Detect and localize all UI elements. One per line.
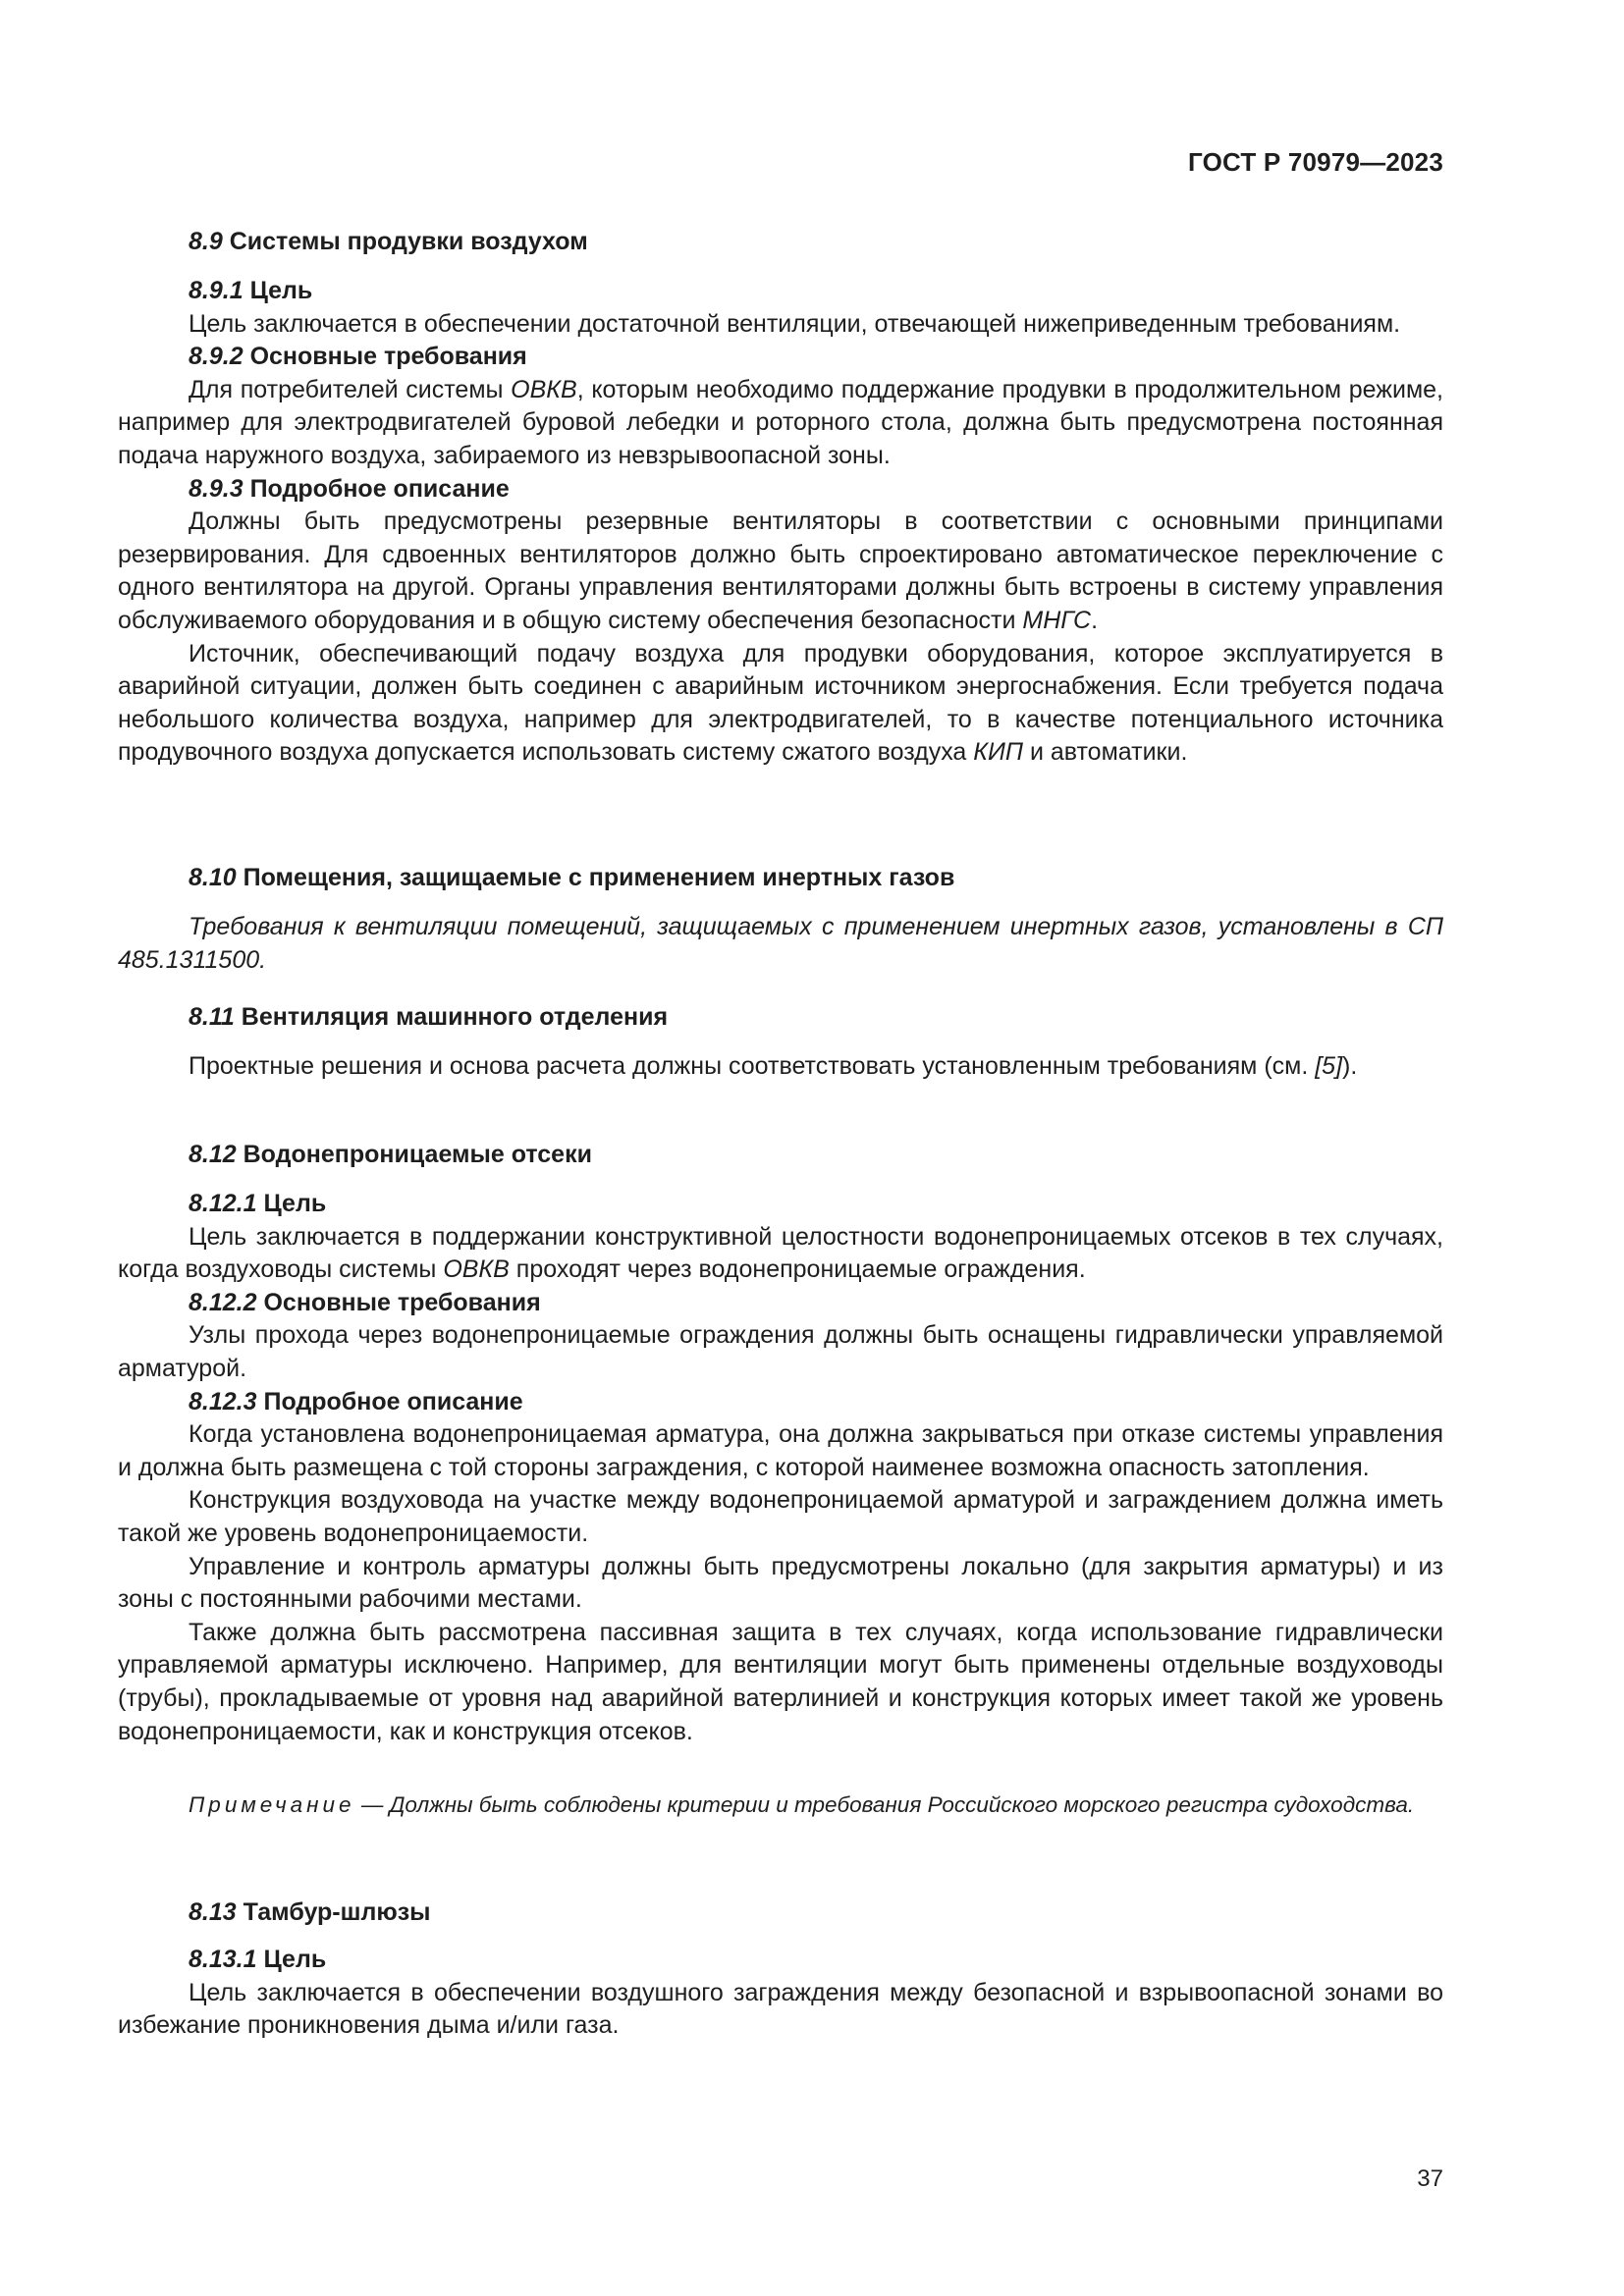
paragraph: Конструкция воздуховода на участке между водонепроницаемой арматурой и заграждением должна иметь такой же уровень водонепроницаемости.: [118, 1486, 1443, 1547]
section-title: Подробное описание: [263, 1387, 523, 1415]
section-title: Водонепроницаемые отсеки: [243, 1141, 592, 1168]
section-number: 8.9.1: [189, 277, 244, 304]
abbreviation: ОВКВ: [511, 375, 577, 403]
paragraph: Также должна быть рассмотрена пассивная защита в тех случаях, когда использование гидравлически управляемой арматуры исключено. Например, для вентиляции могут быть применены отдельные воздуховоды (трубы), прокладываемые от уровня над аварийной ватерлинией и конструкция которых имеет такой же уровень водонепроницаемости, как и конструкция отсеков.: [118, 1618, 1443, 1745]
abbreviation: КИП: [973, 738, 1024, 767]
section-number: 8.12.2: [189, 1288, 257, 1316]
section-8-11: [118, 1001, 1443, 1035]
section-title: Цель: [263, 1946, 327, 1973]
heading-8-13: [118, 1896, 1443, 1930]
abbreviation: ОВКВ: [443, 1255, 510, 1284]
section-title: Основные требования: [263, 1288, 541, 1316]
section-8-10: [118, 862, 1443, 895]
page-number: 37: [1417, 2165, 1443, 2192]
section-number: 8.9.3: [189, 474, 244, 503]
note-label: Примечание: [189, 1792, 355, 1817]
note-paragraph: [118, 1789, 1443, 1821]
section-number: 8.12.3: [189, 1387, 257, 1415]
paragraph: Когда установлена водонепроницаемая арматура, она должна закрываться при отказе системы управления и должна быть размещена с той стороны заграждения, с которой наименее возможна опасность затопления.: [118, 1420, 1443, 1481]
section-title: Помещения, защищаемые с применением инертных газов: [243, 864, 955, 891]
section-title: Основные требования: [249, 343, 527, 371]
heading-8-10: [118, 862, 1443, 895]
section-8-11-body: [118, 1050, 1443, 1084]
paragraph: Цель заключается в обеспечении воздушного заграждения между безопасной и взрывоопасной зонами во избежание проникновения дыма и/или газа.: [118, 1978, 1443, 2040]
heading-8-12-3: [118, 1386, 1443, 1419]
section-8-10-body: [118, 911, 1443, 977]
section-number: 8.13.1: [189, 1946, 257, 1973]
heading-8-9-2: [118, 341, 1443, 374]
section-number: 8.10: [189, 864, 237, 891]
paragraph: Цель заключается в поддержании конструктивной целостности водонепроницаемых отсеков в тех случаях, когда воздуховоды системы ОВКВ проходят через водонепроницаемые ограждения.: [118, 1222, 1443, 1284]
note: [118, 1789, 1443, 1821]
section-8-9: [118, 226, 1443, 259]
heading-8-9-1: [118, 275, 1443, 308]
section-title: Системы продувки воздухом: [229, 228, 588, 255]
heading-8-12: [118, 1139, 1443, 1172]
heading-8-12-2: [118, 1287, 1443, 1320]
section-title: Вентиляция машинного отделения: [241, 1003, 669, 1031]
note-text: — Должны быть соблюдены критерии и требования Российского морского регистра судоходства.: [354, 1792, 1415, 1817]
section-8-13: [118, 1896, 1443, 1930]
section-number: 8.12: [189, 1141, 237, 1168]
abbreviation: МНГС: [1022, 606, 1092, 634]
paragraph: Требования к вентиляции помещений, защищаемых с применением инертных газов, установлены в СП 485.1311500.: [118, 913, 1443, 974]
paragraph: Управление и контроль арматуры должны быть предусмотрены локально (для закрытия арматуры) и из зоны с постоянными рабочими местами.: [118, 1552, 1443, 1614]
section-title: Тамбур-шлюзы: [243, 1898, 431, 1926]
section-8-12: [118, 1139, 1443, 1172]
section-number: 8.9: [189, 228, 223, 255]
heading-8-13-1: [118, 1944, 1443, 1977]
reference: [5]: [1315, 1052, 1343, 1080]
heading-8-9-3: [118, 473, 1443, 507]
section-number: 8.12.1: [189, 1190, 257, 1217]
section-number: 8.9.2: [189, 343, 244, 371]
section-number: 8.11: [189, 1003, 235, 1031]
heading-8-12-1: [118, 1188, 1443, 1221]
section-8-13-1: [118, 1944, 1443, 2043]
document-code: ГОСТ Р 70979—2023: [1188, 147, 1443, 177]
section-8-9-1: [118, 275, 1443, 770]
section-title: Подробное описание: [249, 474, 510, 503]
section-title: Цель: [249, 277, 313, 304]
section-number: 8.13: [189, 1898, 237, 1926]
paragraph: Проектные решения и основа расчета должны соответствовать установленным требованиям (см. [5]).: [189, 1052, 1358, 1080]
section-title: Цель: [263, 1190, 327, 1217]
heading-8-11: [118, 1001, 1443, 1035]
section-8-12-body: [118, 1188, 1443, 1748]
paragraph: Узлы прохода через водонепроницаемые ограждения должны быть оснащены гидравлически управляемой арматурой.: [118, 1321, 1443, 1382]
paragraph: Цель заключается в обеспечении достаточной вентиляции, отвечающей нижеприведенным требованиям.: [189, 309, 1401, 338]
heading-8-9: [118, 226, 1443, 259]
paragraph: Источник, обеспечивающий подачу воздуха для продувки оборудования, которое эксплуатируется в аварийной ситуации, должен быть соединен с аварийным источником энергоснабжения. Если требуется подача небольшого количества воздуха, например для электродвигателей, то в качестве потенциального источника продувочного воздуха допускается использовать систему сжатого воздуха КИП и автоматики.: [118, 639, 1443, 767]
paragraph: Для потребителей системы ОВКВ, которым необходимо поддержание продувки в продолжительном режиме, например для электродвигателей буровой лебедки и роторного стола, должна быть предусмотрена постоянная подача наружного воздуха, забираемого из невзрывоопасной зоны.: [118, 375, 1443, 469]
paragraph: Должны быть предусмотрены резервные вентиляторы в соответствии с основными принципами резервирования. Для сдвоенных вентиляторов должно быть спроектировано автоматическое переключение с одного вентилятора на другой. Органы управления вентиляторами должны быть встроены в систему управления обслуживаемого оборудования и в общую систему обеспечения безопасности МНГС.: [118, 507, 1443, 634]
